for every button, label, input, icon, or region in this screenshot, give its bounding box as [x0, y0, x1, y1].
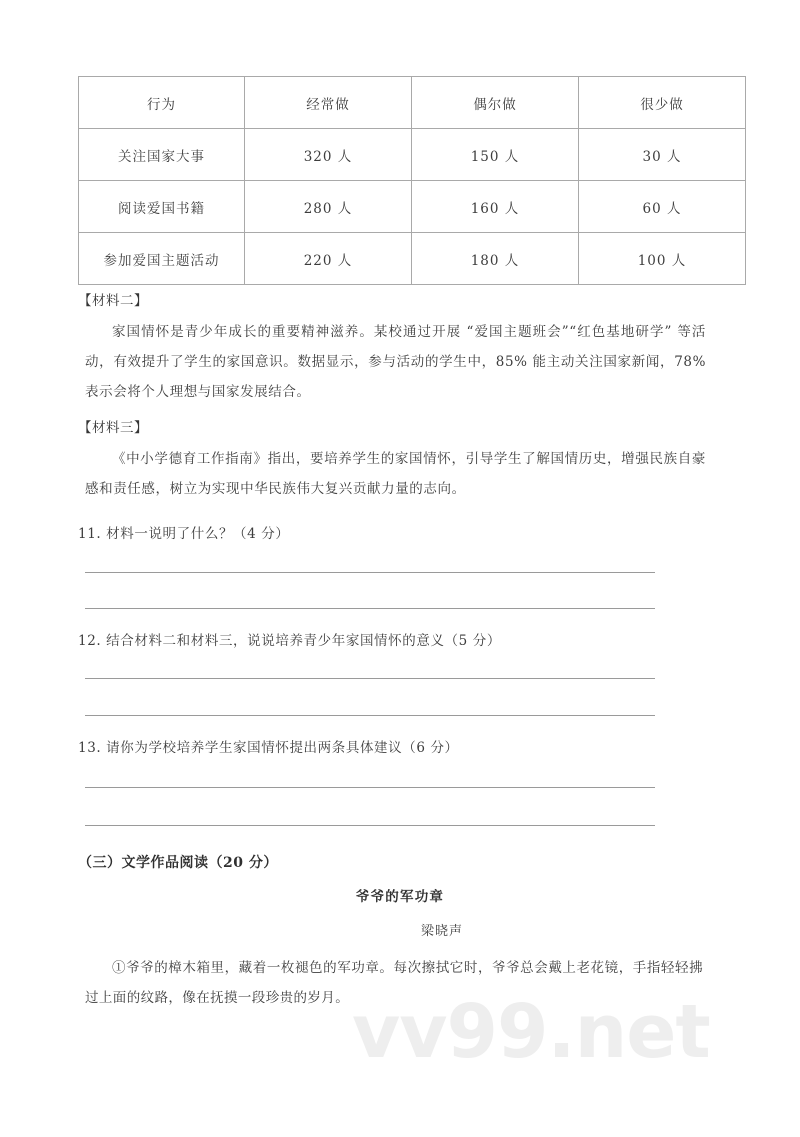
story-title: 爷爷的军功章: [355, 889, 445, 905]
answer-line-11-2[interactable]: [85, 608, 655, 609]
cell-sometimes: 150 人: [412, 129, 579, 181]
answer-line-11-1[interactable]: [85, 572, 655, 573]
question-11-text: 11. 材料一说明了什么？（4 分）: [78, 526, 290, 542]
literature-section-heading: （三）文学作品阅读（20 分）: [78, 855, 278, 871]
cell-behavior: 参加爱国主题活动: [79, 233, 245, 285]
table-header-row: [79, 77, 746, 129]
material-three-label: 【材料三】: [78, 420, 148, 436]
cell-sometimes: 160 人: [412, 181, 579, 233]
table-header-sometimes: 偶尔做: [412, 77, 579, 129]
table-header-behavior: 行为: [79, 77, 245, 129]
table-row: [79, 129, 746, 181]
material-two-label: 【材料二】: [78, 293, 148, 309]
table-row: [79, 233, 746, 285]
answer-line-12-1[interactable]: [85, 678, 655, 679]
answer-line-12-2[interactable]: [85, 715, 655, 716]
material-two-body: 家国情怀是青少年成长的重要精神滋养。某校通过开展 “爱国主题班会”“红色基地研学” 等活动，有效提升了学生的家国意识。数据显示，参与活动的学生中，85% 能主动关注国家新闻，78% 表示会将个人理想与国家发展结合。: [85, 324, 706, 400]
cell-often: 320 人: [245, 129, 412, 181]
story-paragraph-1: ①爷爷的樟木箱里，藏着一枚褪色的军功章。每次擦拭它时，爷爷总会戴上老花镜，手指轻轻拂过上面的纹路，像在抚摸一段珍贵的岁月。: [85, 960, 703, 1006]
cell-often: 280 人: [245, 181, 412, 233]
cell-rarely: 100 人: [579, 233, 746, 285]
cell-often: 220 人: [245, 233, 412, 285]
story-author: 梁晓声: [420, 924, 463, 939]
answer-line-13-2[interactable]: [85, 825, 655, 826]
question-12-text: 12. 结合材料二和材料三，说说培养青少年家国情怀的意义（5 分）: [78, 633, 501, 649]
cell-sometimes: 180 人: [412, 233, 579, 285]
cell-behavior: 关注国家大事: [79, 129, 245, 181]
material-three-body: 《中小学德育工作指南》指出，要培养学生的家国情怀，引导学生了解国情历史，增强民族自豪感和责任感，树立为实现中华民族伟大复兴贡献力量的志向。: [85, 451, 706, 497]
site-watermark: vv99.net: [352, 989, 710, 1075]
table-header-rarely: 很少做: [579, 77, 746, 129]
cell-rarely: 30 人: [579, 129, 746, 181]
cell-behavior: 阅读爱国书籍: [79, 181, 245, 233]
cell-rarely: 60 人: [579, 181, 746, 233]
question-13-text: 13. 请你为学校培养学生家国情怀提出两条具体建议（6 分）: [78, 740, 459, 756]
table-header-often: 经常做: [245, 77, 412, 129]
survey-data-table: [78, 76, 746, 285]
table-row: [79, 181, 746, 233]
answer-line-13-1[interactable]: [85, 787, 655, 788]
